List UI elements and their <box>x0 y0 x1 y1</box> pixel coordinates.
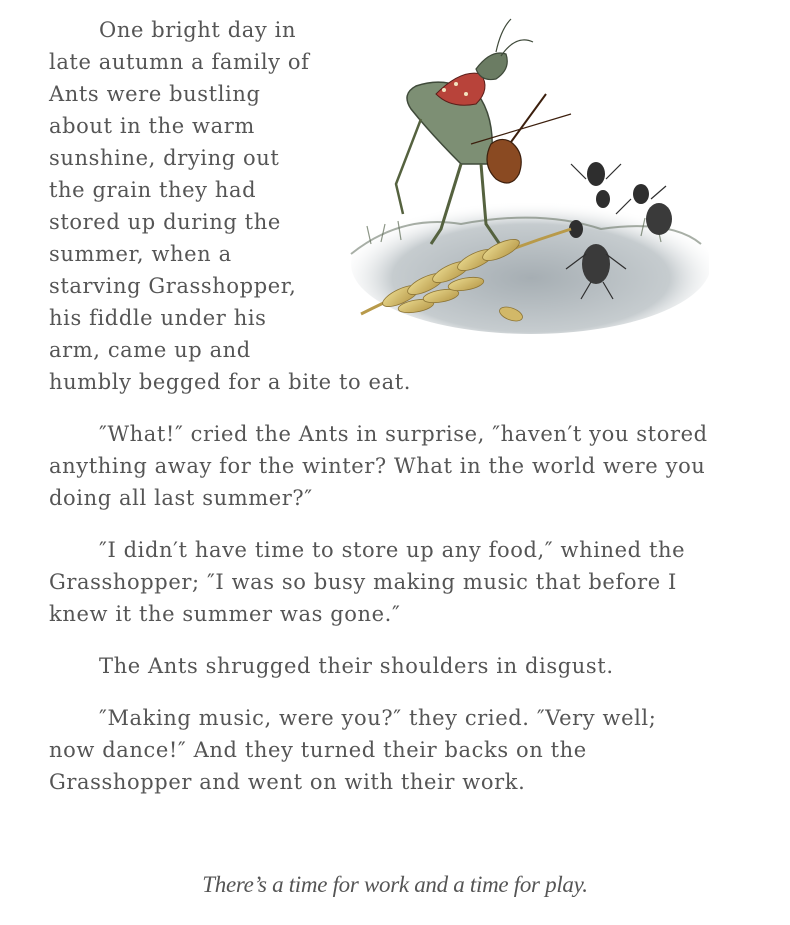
story-paragraph-5: ″Making music, were you?″ they cried. ″Very well; now dance!″ And they turned their backs on the Grasshopper and went on with their work. <box>49 706 657 794</box>
story-paragraph-1: One bright day in late autumn a family of Ants were bustling about in the warm sunshine, drying out the grain they had stored up during the summer, when a starving Grasshopper, his fiddle under his arm, came up and humbly begged for a bite to eat. <box>49 18 412 394</box>
story-paragraph-2: ″What!″ cried the Ants in surprise, ″haven′t you stored anything away for the winter? What in the world were you doing all last summer?″ <box>49 422 708 510</box>
story-page <box>49 14 709 818</box>
story-paragraph-4: The Ants shrugged their shoulders in disgust. <box>99 654 614 678</box>
grasshopper-and-ants-illustration <box>341 14 709 346</box>
story-paragraph-3: ″I didn′t have time to store up any food,″ whined the Grasshopper; ″I was so busy making music that before I knew it the summer was gone.″ <box>49 538 686 626</box>
story-moral: There’s a time for work and a time for play. <box>202 872 588 897</box>
